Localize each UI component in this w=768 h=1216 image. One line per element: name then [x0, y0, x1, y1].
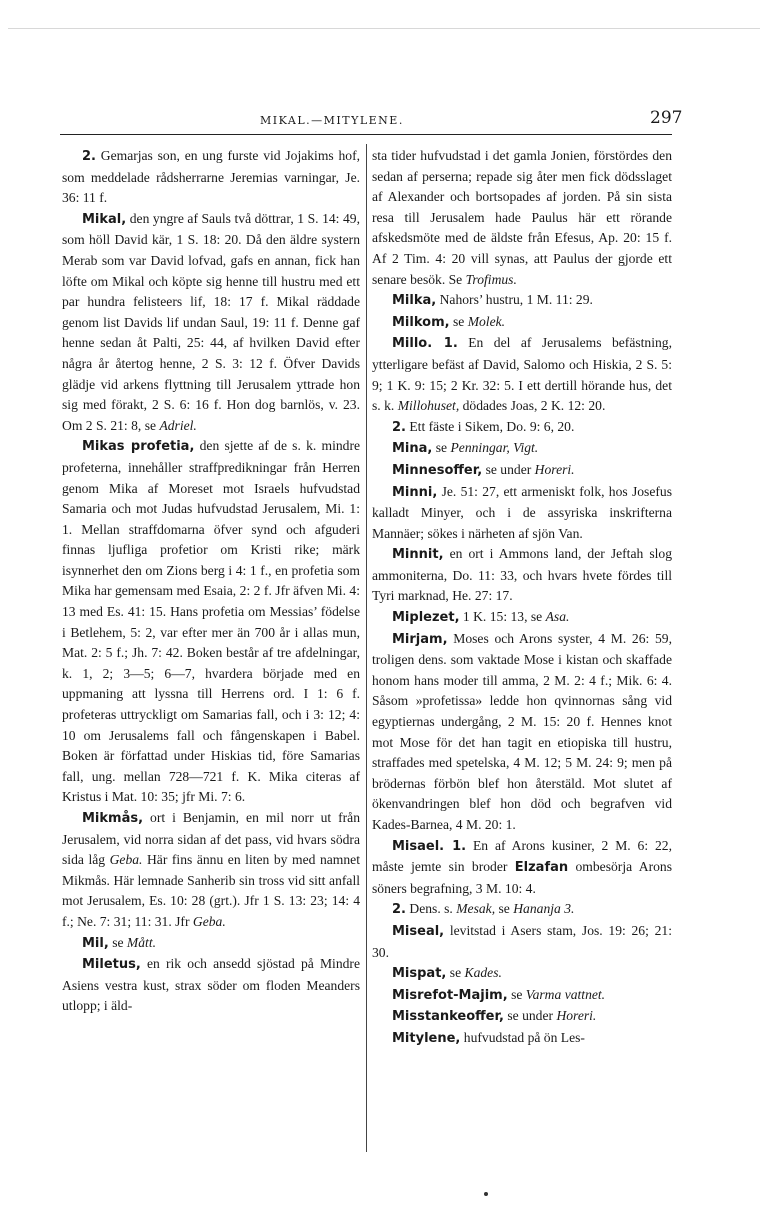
dictionary-entry	[62, 808, 360, 933]
dictionary-entry	[372, 312, 672, 334]
entry-headword: Mikal,	[82, 211, 127, 227]
sense-number: 1.	[444, 838, 467, 854]
page-number: 297	[650, 108, 683, 128]
cross-reference: Molek.	[467, 313, 506, 329]
cross-reference: Horeri.	[534, 461, 575, 477]
entry-text: Dens. s.	[405, 901, 457, 917]
dictionary-entry	[372, 417, 672, 439]
entry-headword: Mina,	[392, 441, 433, 457]
entry-headword: Milkom,	[392, 314, 450, 330]
entry-headword: Misael.	[392, 838, 445, 854]
cross-reference: Mått.	[126, 934, 156, 950]
dictionary-entry	[372, 899, 672, 921]
entry-headword: Elzafan	[514, 860, 569, 876]
dictionary-entry	[62, 933, 360, 955]
entry-text: Nahors’ hustru, 1 M. 11: 29.	[436, 292, 593, 308]
cross-reference: Geba.	[192, 913, 226, 929]
dictionary-entry	[372, 963, 672, 985]
entry-text: en rik och ansedd sjöstad på Mindre Asiens vestra kust, strax söder om floden Meanders utlopp; i äld-	[62, 956, 360, 1014]
entry-text: En del af Jerusalems befästning, ytterligare befäst af David, Salomo och Hiskia, 2 S. 5: 9; 1 K. 9: 15; 2 Kr. 32: 5. I ett dertill hörande hus, det s. k.	[372, 335, 672, 414]
dictionary-entry	[372, 544, 672, 607]
dictionary-entry	[62, 436, 360, 808]
dictionary-entry	[62, 146, 360, 209]
dictionary-entry	[372, 333, 672, 416]
cross-reference: Horeri.	[556, 1008, 597, 1024]
dictionary-entry	[62, 209, 360, 437]
dictionary-entry	[372, 921, 672, 963]
entry-text: sta tider hufvudstad i det gamla Jonien, förstördes den sedan af perserna; repade sig åter men fick dödsslaget af Alexander och bortsopades af jorden. På sin sista resa till Jerusalem hade Paulus här ett rörande afskedsmöte med de äldste från Efesus, Ap. 20: 15 f. Af 2 Tim. 4: 20 vill synas, att Paulus der gjorde ett senare besök. Se	[372, 148, 672, 287]
sense-number: 2.	[392, 419, 406, 435]
sense-number: 2.	[392, 902, 406, 918]
entry-text: hufvudstad på ön Les-	[460, 1029, 585, 1045]
entry-text: ombesörja Arons söners begrafning, 3 M. 10: 4.	[372, 859, 672, 896]
entry-headword: Misrefot-Majim,	[392, 987, 508, 1003]
entry-headword: Miletus,	[82, 957, 141, 973]
cross-reference: Mesak,	[456, 901, 496, 917]
dictionary-entry	[62, 954, 360, 1017]
dictionary-entry	[372, 482, 672, 545]
entry-text: se	[495, 901, 514, 917]
dictionary-entry	[372, 607, 672, 629]
entry-text: den yngre af Sauls två döttrar, 1 S. 14: 49, som höll David kär, 1 S. 18: 20. Då den äldre systern Merab som var David lofvad, gafs en annan, fick han löfte om Mikal och köpte sig henne till hustru med ett par hundra felisteers lif, 18: 17 f. Mikal räddade genom list Davids lif undan Saul, 19: 11 f. Denne gaf henne sedan åt Palti, 25: 44, af hvilken David efter några år återtog henne, 2 S. 3: 12 f. Öfver Davids glädje vid arkens flyttning till Jerusalem yttrade hon sig med förakt, 2 S. 6: 16 f. Hon dog barnlös, v. 23. Om 2 S. 21: 8, se	[62, 210, 360, 433]
entry-text: se under	[482, 461, 535, 477]
entry-headword: Minnesoffer,	[392, 462, 483, 478]
entry-text: se	[449, 313, 468, 329]
entry-text: en ort i Ammons land, der Jeftah slog ammoniterna, Do. 11: 33, och hvars hvete fördes till Tyri marknad, He. 27: 17.	[372, 546, 672, 604]
entry-text: Gemarjas son, en ung furste vid Jojakims hof, som meddelade rådsherrarne Jeremias varningar, Je. 36: 11 f.	[62, 148, 360, 206]
entry-headword: Misstankeoffer,	[392, 1009, 504, 1025]
cross-reference: Geba.	[109, 852, 143, 868]
column-divider	[366, 144, 367, 1152]
entry-headword: Mispat,	[392, 966, 447, 982]
entry-text: se	[446, 965, 465, 981]
entry-headword: Minnit,	[392, 547, 444, 563]
entry-headword: Milka,	[392, 293, 437, 309]
header-rule	[60, 134, 672, 135]
entry-text: Här fins ännu en liten by med namnet Mikmås. Här lemnade Sanherib sin tross vid sitt anfall mot Jerusalem, Es. 10: 28 (grt.). Jfr 1 S. 13: 23; 14: 4 f.; Ne. 7: 31; 11: 31. Jfr	[62, 852, 360, 929]
entry-text: levitstad i Asers stam, Jos. 19: 26; 21: 30.	[372, 922, 672, 960]
cross-reference: Adriel.	[159, 417, 197, 433]
entry-headword: Minni,	[392, 484, 438, 500]
running-head: MIKAL.—MITYLENE.	[260, 114, 404, 127]
cross-reference: Penningar, Vigt.	[450, 440, 539, 456]
dictionary-entry	[372, 1028, 672, 1050]
cross-reference: Asa.	[545, 609, 570, 625]
entry-headword: Mirjam,	[392, 631, 448, 647]
sense-number: 2.	[82, 149, 96, 164]
entry-text: den sjette af de s. k. mindre profeterna, innehåller straffpredikningar från Herren genom Mika af Moreset mot Israels hufvudstad Samaria och mot Judas hufvudstad Jerusalem, Mi. 1: 1. Mellan straffdomarna öfver synd och afguderi finnas ljufliga profetior om Kristi rike; märk isynnerhet den om Zions berg i 4: 1 f., en profetia som Mika har gemensam med Esaia, 2: 2 f. Jfr äfven Mi. 4: 13 med Es. 41: 15. Hans profetia om Messias’ födelse i Betlehem, 5: 2, var efter mer än 700 år i allas mun, Mat. 2: 5 f.; Jh. 7: 42. Boken består af tre afdelningar, k. 1, 2; 3—5; 6—7, hvardera började med en uppmaning att lyssna till Herrens ord. I 1: 6 f. profeteras uttryckligt om Samarias fall, och i 3: 12; 4: 10 om Jerusalems fall och fångenskapen i Babel. Boken är författad under Hiskias tid, före Samarias fall, ung. mellan 728—721 f. K. Mika citeras af Kristus i Mat. 10: 35; jfr Mi. 7: 6.	[62, 438, 361, 805]
dictionary-entry	[372, 985, 672, 1007]
cross-reference: Kades.	[464, 965, 502, 981]
left-column	[62, 146, 360, 1017]
entry-text: 1 K. 15: 13, se	[459, 609, 546, 625]
entry-text: se	[507, 986, 526, 1002]
entry-headword: Mikmås,	[82, 811, 144, 826]
entry-text: Moses och Arons syster, 4 M. 26: 59, troligen dens. som vaktade Mose i kistan och skaffade honom hans moder till amma, 2 M. 2: 4 f.; Mik. 6: 4. Såsom »profetissa» ledde hon qvinnornas sång vid egyptiernas undergång, 2 M. 15: 20 f. Hennes knot mot Mose för det han tagit en etiopiska till hustru, straffades med spetelska, 4 M. 12; 5 M. 24: 9; men på brödernas förbön blef hon återstäld. Mot slutet af ökenvandringen blef hon död och begrafven vid Kades-Barnea, 4 M. 20: 1.	[372, 630, 672, 832]
entry-text: En af Arons kusiner, 2 M. 6: 22, måste jemte sin broder	[372, 837, 673, 875]
dictionary-entry	[372, 146, 672, 290]
cross-reference: Trofimus.	[465, 271, 517, 287]
dictionary-entry	[372, 438, 672, 460]
dictionary-entry	[372, 460, 672, 482]
entry-text: ort i Benjamin, en mil norr ut från Jerusalem, vid norra sidan af det pass, vid hvars södra sida låg	[62, 810, 360, 868]
entry-text: se	[108, 934, 127, 950]
entry-text: dödades Joas, 2 K. 12: 20.	[459, 398, 606, 414]
scan-edge-line	[8, 28, 760, 29]
right-column	[372, 146, 672, 1050]
entry-headword: Miseal,	[392, 923, 445, 939]
cross-reference: Varma vattnet.	[525, 986, 606, 1002]
entry-text: se	[432, 440, 451, 456]
dictionary-entry	[372, 629, 672, 836]
dictionary-entry	[372, 836, 672, 900]
dictionary-entry	[372, 1006, 672, 1028]
entry-headword: Millo.	[392, 336, 433, 352]
entry-text: Je. 51: 27, ett armeniskt folk, hos Josefus kalladt Minyer, och i de assyriska inskrifterna Mannäer; sökes i närheten af sjön Van.	[372, 483, 672, 541]
entry-headword: Mitylene,	[392, 1030, 461, 1046]
entry-text: se under	[503, 1008, 557, 1024]
entry-headword: Mikas profetia,	[82, 439, 195, 455]
dictionary-entry	[372, 290, 672, 312]
sense-number: 1.	[432, 336, 458, 352]
cross-reference: Millohuset,	[397, 398, 460, 414]
entry-headword: Mil,	[82, 935, 109, 951]
print-mark	[484, 1192, 488, 1196]
cross-reference: Hananja 3.	[513, 901, 575, 917]
entry-headword: Miplezet,	[392, 610, 460, 626]
entry-text: Ett fäste i Sikem, Do. 9: 6, 20.	[405, 418, 575, 434]
